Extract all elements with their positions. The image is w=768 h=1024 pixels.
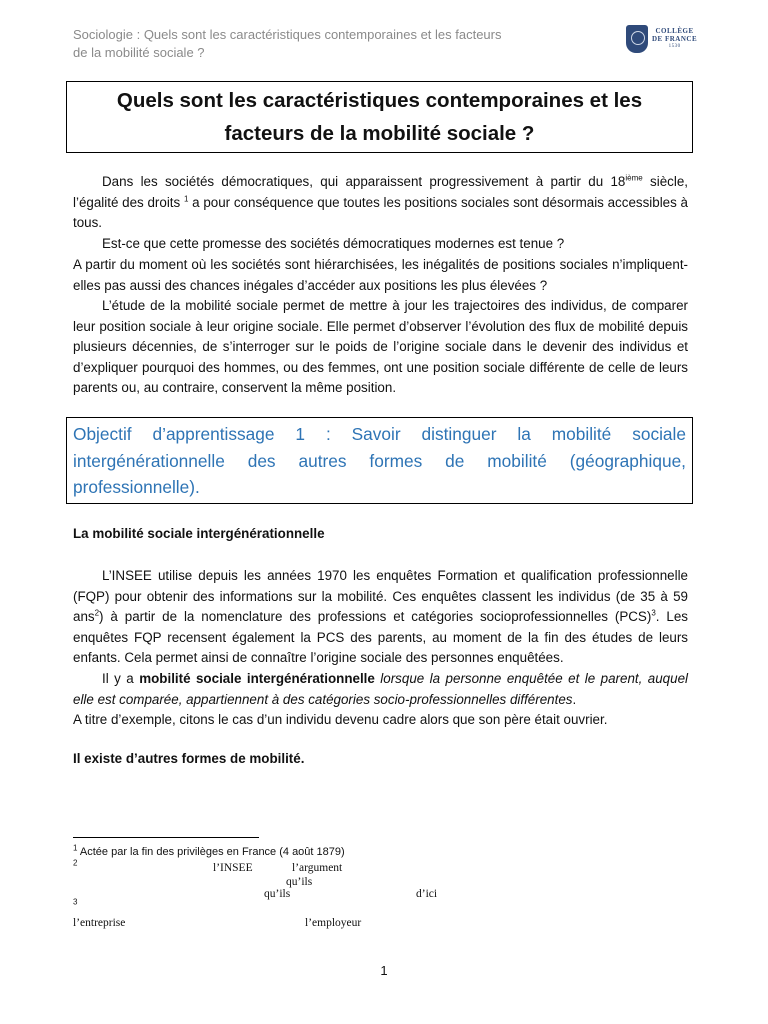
footnote-ref-1[interactable]: 1: [183, 194, 189, 204]
footnote-2-word-4: qu’ils: [264, 888, 291, 900]
logo-line-1: COLLÈGE: [655, 27, 694, 35]
section-p2-text: Il y a: [102, 671, 140, 686]
section-paragraph-3: A titre d’exemple, citons le cas d’un individu devenu cadre alors que son père était ouvrier.: [73, 712, 608, 727]
running-header-line-1: Sociologie : Quels sont les caractéristiques contemporaines et les facteurs: [73, 27, 502, 42]
section-p1-text-c: . Les enquêtes FQP recensent également la PCS des parents, au moment de la fin des études de leurs enfants. Cela permet ainsi de connaître l’origine sociale des personnes enquêtées.: [73, 609, 688, 666]
logo-line-3: 1530: [668, 44, 681, 49]
running-header-line-2: de la mobilité sociale ?: [73, 45, 205, 60]
footnote-3-number: [73, 899, 77, 913]
learning-objective-box: [66, 417, 693, 504]
intro-p1-end: a pour conséquence que toutes les positions sociales sont désormais accessibles à tous.: [73, 194, 689, 231]
footnote-ref-3[interactable]: 3: [651, 608, 656, 618]
century-superscript: ième: [625, 173, 643, 183]
document-title: Quels sont les caractéristiques contemporaines et les facteurs de la mobilité sociale ?: [116, 89, 643, 145]
other-forms-heading: Il existe d’autres formes de mobilité.: [73, 751, 305, 766]
title-box: [66, 81, 693, 153]
page-number: 1: [380, 963, 388, 978]
footnote-2-number: [73, 860, 77, 874]
footnote-2-word-3: qu’ils: [286, 876, 313, 888]
footnote-2-word-5: d’ici: [416, 888, 438, 900]
logo-text: [652, 27, 697, 51]
footnote-3-word-2: l’employeur: [305, 917, 362, 929]
definition-text: lorsque la personne enquêtée et le parent, auquel elle est comparée, appartiennent à des catégories socio-professionnelles différentes: [73, 671, 688, 707]
footnote-separator: [73, 837, 259, 838]
footnote-1: [73, 845, 345, 859]
footnote-2-word-1: l’INSEE: [213, 862, 253, 874]
section-paragraph-1: [73, 566, 688, 669]
section-p1-text-b: ) à partir de la nomenclature des professions et catégories socioprofessionnelles (PCS): [99, 609, 652, 625]
logo-line-2: DE FRANCE: [652, 35, 698, 43]
section-p1-text-a: L’INSEE utilise depuis les années 1970 les enquêtes Formation et qualification professionnelle (FQP) pour obtenir des informations sur la mobilité. Ces enquêtes classent les individus (de 35 à 59 ans: [73, 568, 688, 625]
intro-p1-text: Dans les sociétés démocratiques, qui apparaissent progressivement à partir du 18: [102, 174, 626, 189]
definition-term: mobilité sociale intergénérationnelle: [139, 671, 375, 686]
running-header: [73, 26, 573, 62]
intro-paragraph-1: [73, 172, 688, 234]
footnote-3-num: 3: [73, 897, 78, 907]
crest-icon: [626, 25, 648, 53]
intro-paragraph-3: A partir du moment où les sociétés sont hiérarchisées, les inégalités de positions sociales n’impliquent-elles pas aussi des chances inégales d’accéder aux positions les plus élevées ?: [73, 257, 688, 293]
intro-paragraph-2: Est-ce que cette promesse des sociétés démocratiques modernes est tenue ?: [102, 236, 565, 251]
footnote-2-word-2: l’argument: [292, 862, 343, 874]
college-de-france-logo: [626, 24, 704, 54]
footnote-1-text: Actée par la fin des privilèges en France (4 août 1879): [77, 846, 345, 858]
intro-paragraph-4: L’étude de la mobilité sociale permet de mettre à jour les trajectoires des individus, de comparer leur position sociale à leur origine sociale. Elle permet d’observer l’évolution des flux de mobilité depuis plusieurs décennies, de s’interroger sur le poids de l’origine sociale dans le devenir des individus et d’expliquer pourquoi des hommes, ou des femmes, ont une position sociale différente de celle de leurs parents ou, au contraire, conservent la même position.: [73, 298, 688, 396]
section-paragraph-2: [73, 669, 688, 710]
section-p2-end: .: [572, 691, 577, 707]
intro-p1-mid: siècle, l’égalité des droits: [73, 174, 688, 210]
learning-objective-text: Objectif d’apprentissage 1 : Savoir distinguer la mobilité sociale intergénérationnelle des autres formes de mobilité (géographique, professionnelle).: [73, 424, 686, 497]
footnote-2-num: 2: [73, 858, 78, 868]
section-heading: La mobilité sociale intergénérationnelle: [73, 526, 325, 541]
footnote-1-number: 1: [73, 843, 78, 853]
footnote-3-word-1: l’entreprise: [73, 917, 126, 929]
footnote-ref-2[interactable]: 2: [94, 608, 100, 618]
